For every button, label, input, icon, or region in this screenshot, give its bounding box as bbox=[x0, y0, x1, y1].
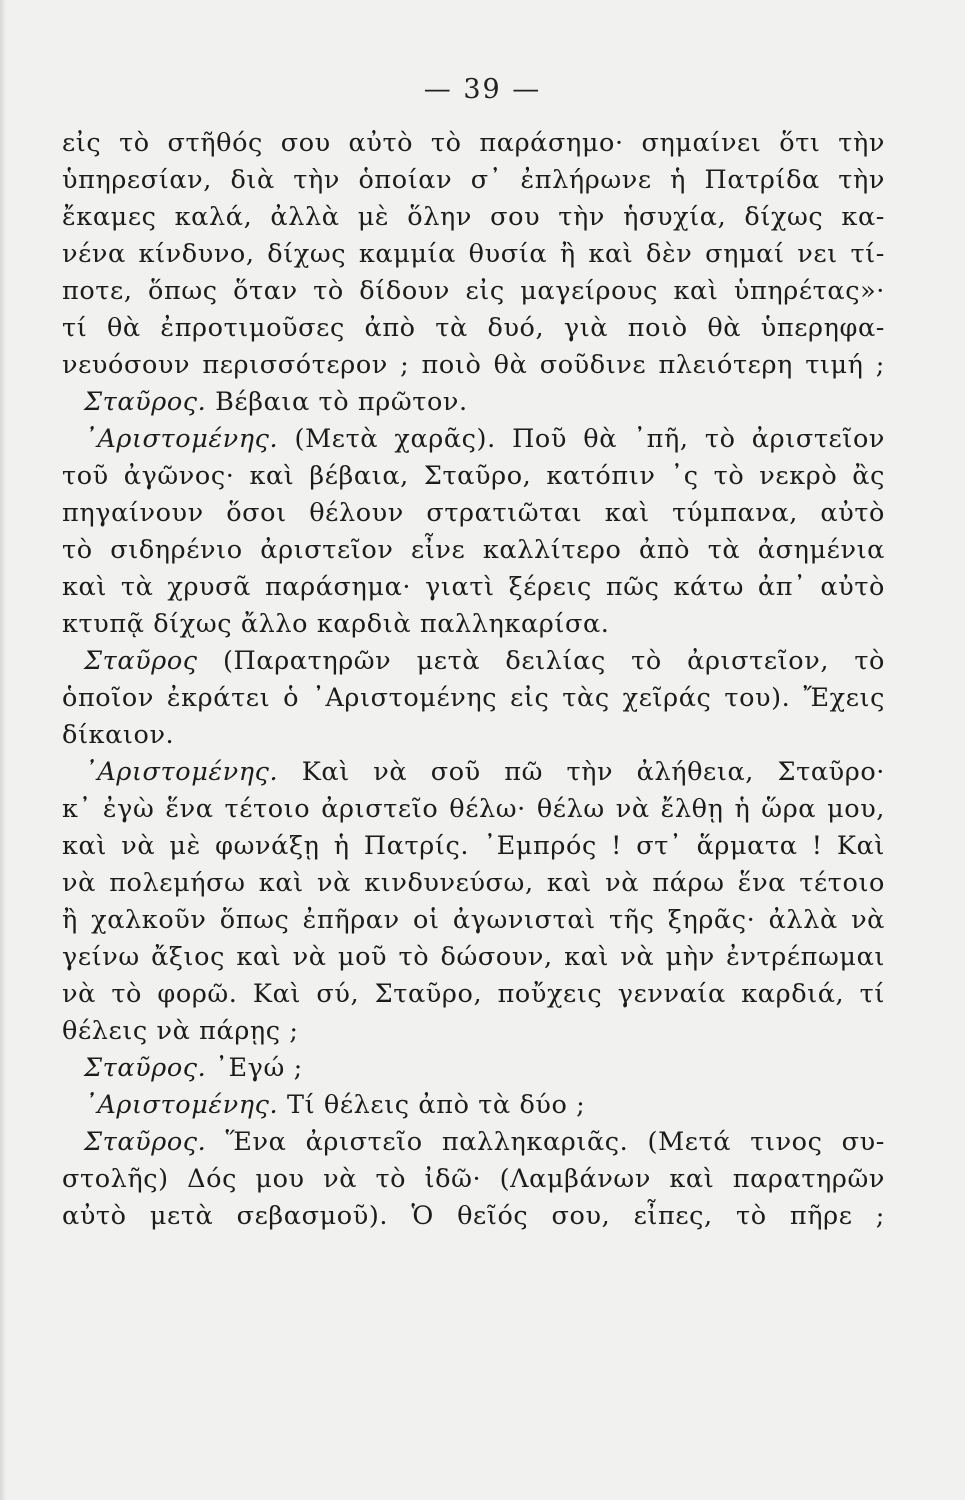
text-line bbox=[62, 162, 885, 199]
line-text: Ἕνα ἀριστεῖο παλληκαριᾶς. (Μετά τινος συ- bbox=[206, 1127, 885, 1157]
speaker-name: ᾽Αριστομένης. bbox=[84, 1090, 279, 1120]
page-number: — 39 — bbox=[423, 74, 542, 105]
line-text: ἔκαμες καλά, ἀλλὰ μὲ ὅλην σου τὴν ἡσυχία, δίχως κα- bbox=[62, 202, 885, 232]
line-text: πηγαίνουν ὅσοι θέλουν στρατιῶται καὶ τύμπανα, αὐτὸ bbox=[62, 498, 885, 528]
line-text: ὑπηρεσίαν, διὰ τὴν ὁποίαν σ᾽ ἐπλήρωνε ἡ Πατρίδα τὴν bbox=[62, 165, 885, 195]
line-text: νένα κίνδυνο, δίχως καμμία θυσία ἢ καὶ δὲν σημαί νει τί- bbox=[62, 239, 885, 269]
line-text: κτυπᾷ δίχως ἄλλο καρδιὰ παλληκαρίσα. bbox=[62, 609, 610, 639]
text-line bbox=[62, 828, 885, 865]
text-line bbox=[62, 199, 885, 236]
text-line bbox=[62, 273, 885, 310]
page-edge-shadow bbox=[0, 0, 6, 1500]
line-text: καὶ νὰ μὲ φωνάξῃ ἡ Πατρίς. ᾽Εμπρός ! στ᾽ ἅρματα ! Καὶ bbox=[62, 831, 885, 861]
text-line bbox=[62, 384, 885, 421]
text-line bbox=[62, 569, 885, 606]
text-line bbox=[62, 902, 885, 939]
speaker-name: Σταῦρος bbox=[84, 646, 198, 676]
line-text: Τί θέλεις ἀπὸ τὰ δύο ; bbox=[278, 1090, 586, 1120]
text-line bbox=[62, 125, 885, 162]
line-text: κ᾽ ἐγὼ ἕνα τέτοιο ἀριστεῖο θέλω· θέλω νὰ ἔλθῃ ἡ ὥρα μου, bbox=[62, 794, 885, 824]
speaker-name: Σταῦρος. bbox=[84, 1053, 207, 1083]
text-line bbox=[62, 606, 885, 643]
speaker-name: ᾽Αριστομένης. bbox=[84, 424, 279, 454]
text-line bbox=[62, 1087, 885, 1124]
text-line bbox=[62, 1013, 885, 1050]
line-text: (Παρατηρῶν μετὰ δειλίας τὸ ἀριστεῖον, τὸ bbox=[197, 646, 885, 676]
text-line bbox=[62, 495, 885, 532]
text-line bbox=[62, 976, 885, 1013]
line-text: στολῆς) Δός μου νὰ τὸ ἰδῶ· (Λαμβάνων καὶ παρατηρῶν bbox=[62, 1164, 885, 1194]
text-line bbox=[62, 347, 885, 384]
line-text: νὰ πολεμήσω καὶ νὰ κινδυνεύσω, καὶ νὰ πάρω ἕνα τέτοιο bbox=[62, 868, 885, 898]
line-text: καὶ τὰ χρυσᾶ παράσημα· γιατὶ ξέρεις πῶς κάτω ἀπ᾽ αὐτὸ bbox=[62, 572, 885, 602]
speaker-name: ᾽Αριστομένης. bbox=[84, 757, 279, 787]
line-text: (Μετὰ χαρᾶς). Ποῦ θὰ ᾽πῆ, τὸ ἀριστεῖον bbox=[278, 424, 885, 454]
line-text: ποτε, ὅπως ὅταν τὸ δίδουν εἰς μαγείρους καὶ ὑπηρέτας»· bbox=[62, 276, 885, 306]
line-text: Καὶ νὰ σοῦ πῶ τὴν ἀλήθεια, Σταῦρο· bbox=[278, 757, 885, 787]
text-line bbox=[62, 717, 885, 754]
line-text: Βέβαια τὸ πρῶτον. bbox=[206, 387, 468, 417]
text-line bbox=[62, 939, 885, 976]
text-line bbox=[62, 643, 885, 680]
line-text: αὐτὸ μετὰ σεβασμοῦ). Ὁ θεῖός σου, εἶπες, τὸ πῆρε ; bbox=[62, 1201, 885, 1231]
text-line bbox=[62, 1198, 885, 1235]
line-text: ᾽Εγώ ; bbox=[206, 1053, 303, 1083]
line-text: γείνω ἄξιος καὶ νὰ μοῦ τὸ δώσουν, καὶ νὰ μὴν ἐντρέπωμαι bbox=[62, 942, 885, 972]
line-text: εἰς τὸ στῆθός σου αὐτὸ τὸ παράσημο· σημαίνει ὅτι τὴν bbox=[62, 128, 885, 158]
text-line bbox=[62, 680, 885, 717]
line-text: τί θὰ ἐπροτιμοῦσες ἀπὸ τὰ δυό, γιὰ ποιὸ θὰ ὑπερηφα- bbox=[62, 313, 885, 343]
line-text: τοῦ ἀγῶνος· καὶ βέβαια, Σταῦρο, κατόπιν ᾽ς τὸ νεκρὸ ἂς bbox=[62, 461, 885, 491]
line-text: ὁποῖον ἐκράτει ὁ ᾽Αριστομένης εἰς τὰς χεῖράς του). Ἔχεις bbox=[62, 683, 885, 713]
text-line bbox=[62, 1161, 885, 1198]
speaker-name: Σταῦρος. bbox=[84, 387, 207, 417]
speaker-name: Σταῦρος. bbox=[84, 1127, 207, 1157]
text-line bbox=[62, 421, 885, 458]
text-line bbox=[62, 236, 885, 273]
text-line bbox=[62, 310, 885, 347]
line-text: δίκαιον. bbox=[62, 720, 175, 750]
line-text: νὰ τὸ φορῶ. Καὶ σύ, Σταῦρο, ποὔχεις γενναία καρδιά, τί bbox=[62, 979, 885, 1009]
text-line bbox=[62, 458, 885, 495]
text-line bbox=[62, 865, 885, 902]
line-text: ἢ χαλκοῦν ὅπως ἐπῆραν οἱ ἀγωνισταὶ τῆς ξηρᾶς· ἀλλὰ νὰ bbox=[62, 905, 885, 935]
text-line bbox=[62, 532, 885, 569]
line-text: θέλεις νὰ πάρῃς ; bbox=[62, 1016, 299, 1046]
body-text bbox=[62, 125, 885, 1235]
text-line bbox=[62, 791, 885, 828]
line-text: τὸ σιδηρένιο ἀριστεῖον εἶνε καλλίτερο ἀπὸ τὰ ἀσημένια bbox=[62, 535, 885, 565]
line-text: νευόσουν περισσότερον ; ποιὸ θὰ σοῦδινε πλειότερη τιμή ; bbox=[62, 350, 885, 380]
text-line bbox=[62, 1050, 885, 1087]
text-line bbox=[62, 1124, 885, 1161]
text-line bbox=[62, 754, 885, 791]
